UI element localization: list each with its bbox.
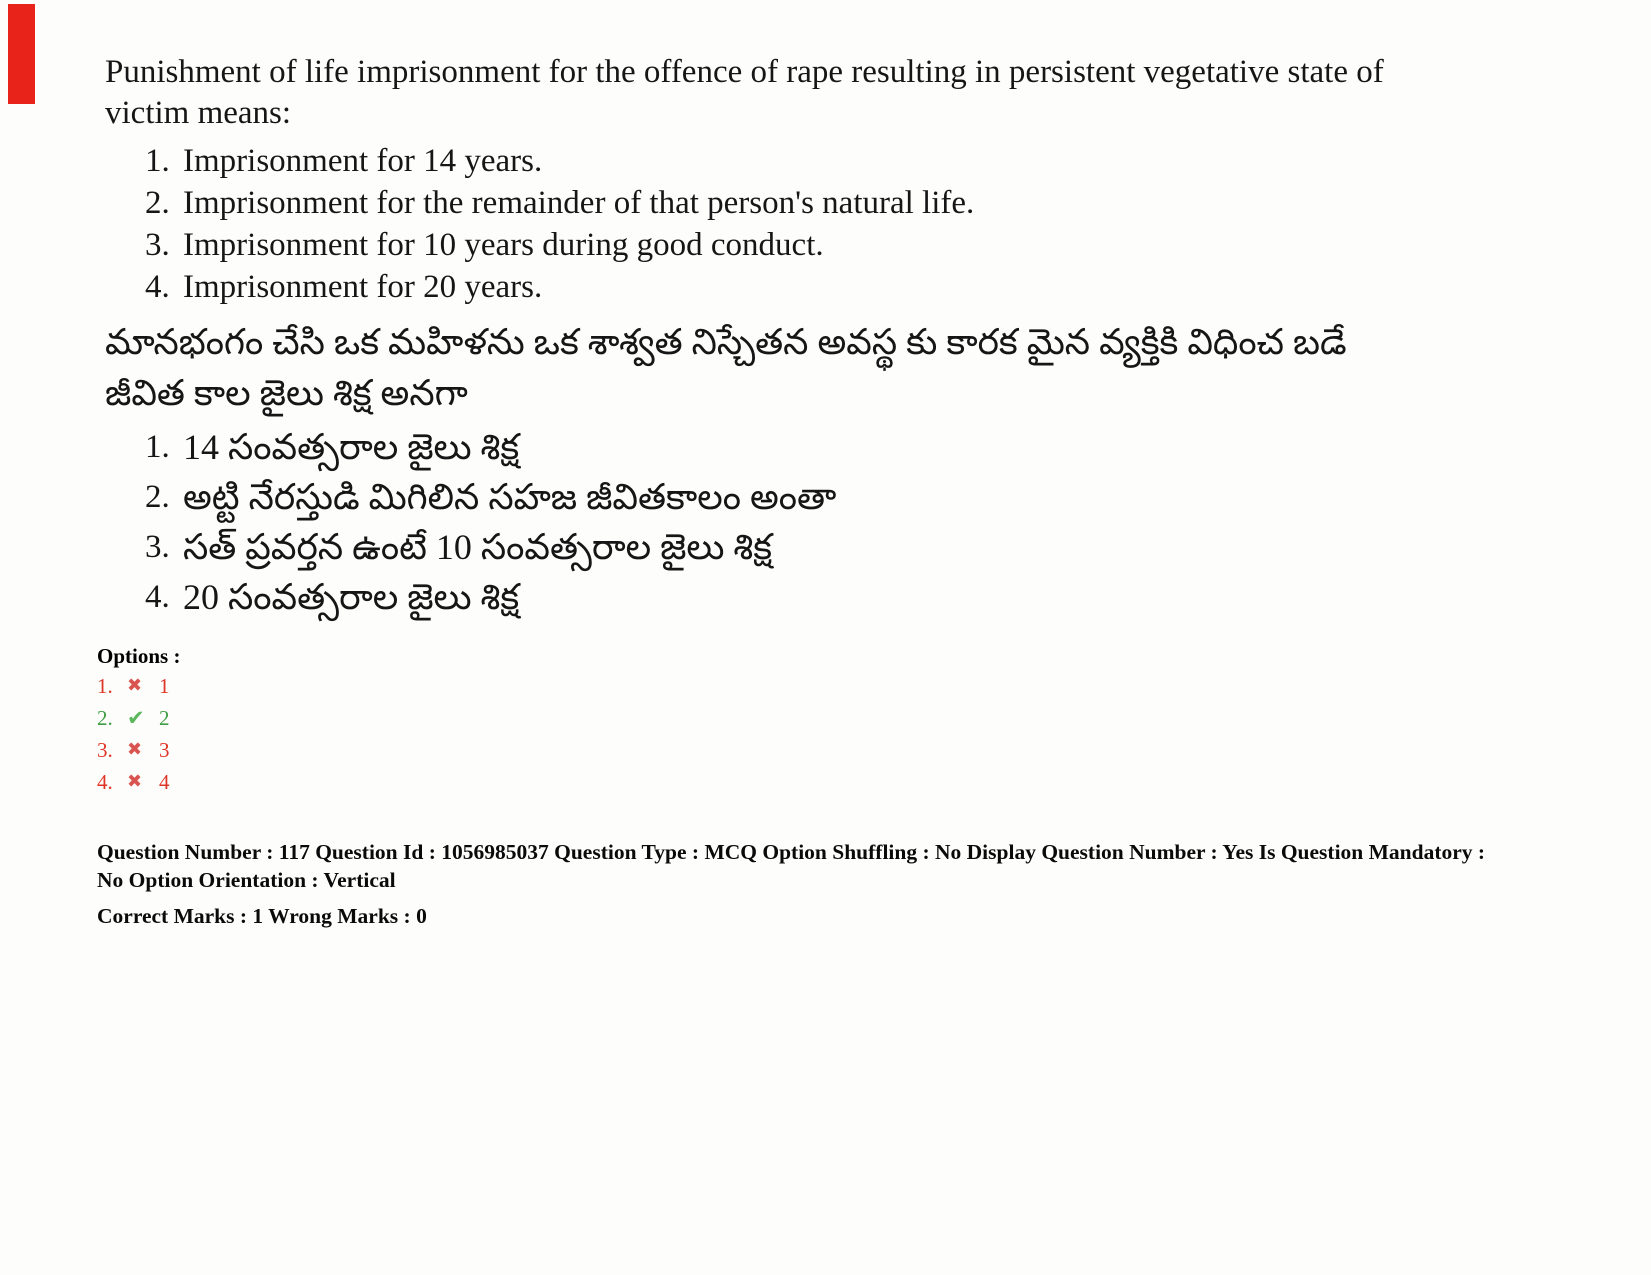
- telugu-option-1: [145, 422, 1465, 472]
- question-text-telugu-line1: మానభంగం చేసి ఒక మహిళను ఒక శాశ్వత నిస్చేతన అవస్థ కు కారక మైన వ్యక్తికి విధించ బడే: [105, 322, 1347, 362]
- answer-row-3-value: 3: [159, 738, 170, 762]
- english-option-2-number: 2.: [145, 185, 170, 221]
- english-option-3: [145, 224, 1465, 266]
- english-option-2: [145, 182, 1465, 224]
- english-option-1: [145, 140, 1465, 182]
- telugu-option-4-number: 4.: [145, 579, 170, 615]
- english-option-2-text: Imprisonment for the remainder of that person's natural life.: [183, 185, 975, 221]
- question-text-english-line1: Punishment of life imprisonment for the offence of rape resulting in persistent vegetative state of: [105, 54, 1384, 90]
- english-option-3-text: Imprisonment for 10 years during good conduct.: [183, 227, 824, 263]
- metadata-marks-line: Correct Marks : 1 Wrong Marks : 0: [97, 904, 427, 928]
- telugu-option-4-text: 20 సంవత్సరాల జైలు శిక్ష: [183, 577, 520, 617]
- telugu-option-2-text: అట్టి నేరస్తుడి మిగిలిన సహజ జీవితకాలం అంతా: [183, 477, 837, 517]
- english-option-4: [145, 266, 1465, 308]
- answer-row-1: [97, 670, 1597, 702]
- english-option-4-number: 4.: [145, 269, 170, 305]
- question-metadata: [97, 838, 1597, 930]
- english-option-4-text: Imprisonment for 20 years.: [183, 269, 543, 305]
- telugu-options-list: [145, 422, 1465, 622]
- answer-row-2-value: 2: [159, 706, 170, 730]
- cross-icon: ✖: [127, 771, 143, 792]
- english-option-3-number: 3.: [145, 227, 170, 263]
- english-option-1-number: 1.: [145, 143, 170, 179]
- answer-row-3: [97, 734, 1597, 766]
- telugu-option-3-number: 3.: [145, 529, 170, 565]
- check-icon: ✔: [127, 706, 145, 730]
- answer-row-2-number: 2.: [97, 706, 113, 730]
- telugu-option-2-number: 2.: [145, 479, 170, 515]
- answer-row-4-number: 4.: [97, 770, 113, 794]
- telugu-option-1-number: 1.: [145, 429, 170, 465]
- metadata-line-2: No Option Orientation : Vertical: [97, 868, 396, 892]
- question-block-telugu: [105, 318, 1465, 418]
- question-text-telugu-line2: జీవిత కాల జైలు శిక్ష అనగా: [105, 373, 468, 413]
- answer-row-4-value: 4: [159, 770, 170, 794]
- telugu-option-3-text: సత్ ప్రవర్తన ఉంటే 10 సంవత్సరాల జైలు శిక్ష: [183, 527, 772, 567]
- telugu-option-2: [145, 472, 1465, 522]
- telugu-option-4: [145, 572, 1465, 622]
- answer-row-1-value: 1: [159, 674, 170, 698]
- answer-row-1-number: 1.: [97, 674, 113, 698]
- english-options-list: [145, 140, 1465, 308]
- question-text-english-line2: victim means:: [105, 95, 292, 131]
- answer-row-3-number: 3.: [97, 738, 113, 762]
- metadata-line-1: Question Number : 117 Question Id : 1056985037 Question Type : MCQ Option Shuffling : No Display Question Number : Yes Is Question Mandatory :: [97, 840, 1486, 864]
- cross-icon: ✖: [127, 739, 143, 760]
- english-option-1-text: Imprisonment for 14 years.: [183, 143, 543, 179]
- telugu-option-3: [145, 522, 1465, 572]
- answer-row-4: [97, 766, 1597, 798]
- cross-icon: ✖: [127, 675, 143, 696]
- answer-key-section: [97, 642, 1597, 798]
- answer-row-2: [97, 702, 1597, 734]
- telugu-option-1-text: 14 సంవత్సరాల జైలు శిక్ష: [183, 427, 520, 467]
- answer-key-heading: Options :: [97, 644, 181, 668]
- red-marker: [8, 4, 35, 104]
- question-block: [105, 52, 1465, 622]
- question-panel: [97, 52, 1597, 930]
